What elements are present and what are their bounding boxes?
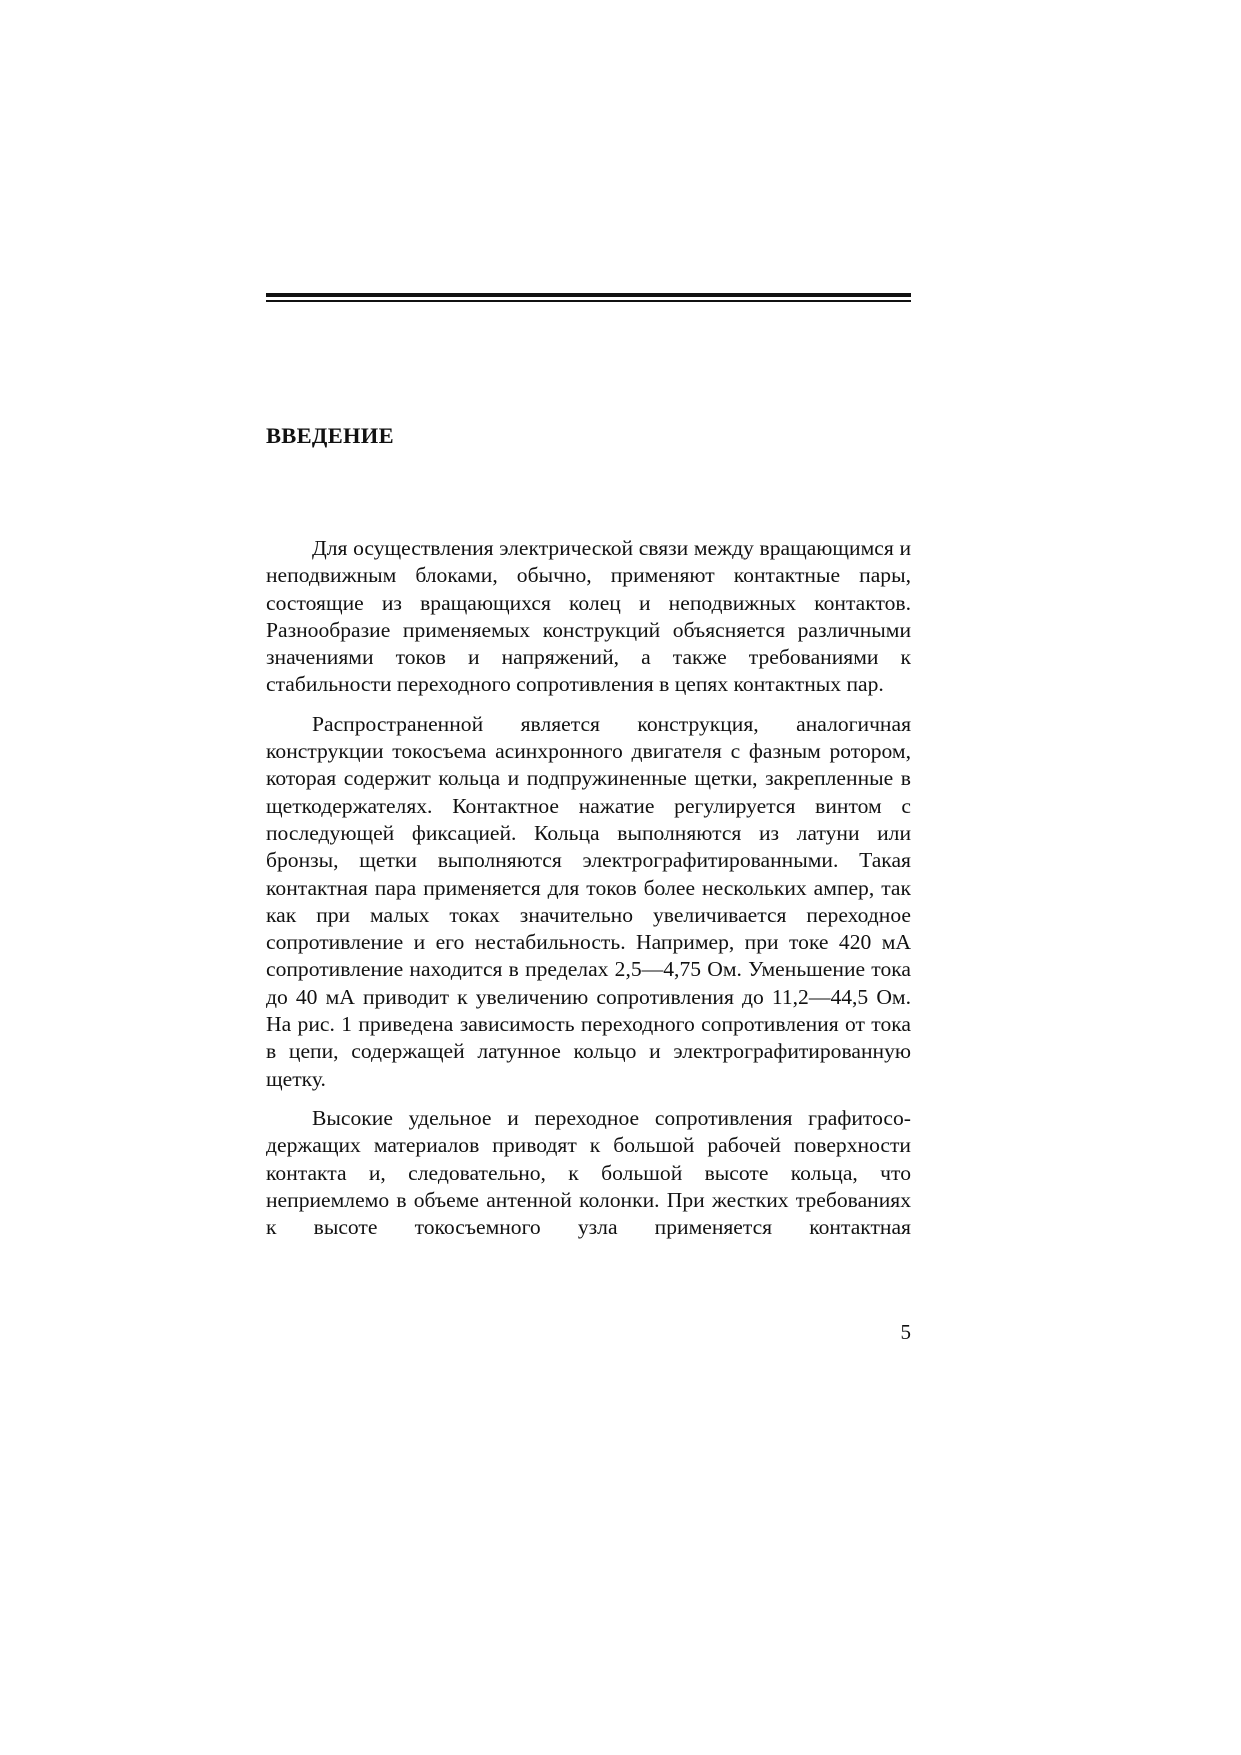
paragraph-1: Для осуществления электрической связи между вращающимся и неподвижным блоками, обычно, применяют контактные пары, состоящие из вращающихся колец и неподвижных контактов. Разнообразие применяемых конструкций объясняется различными значениями токов и напряжений, а также требованиями к стабильности переходного сопротивления в цепях контактных пар. (266, 536, 911, 697)
header-rule-thick (266, 293, 911, 297)
body-text (266, 535, 911, 1253)
paragraph-3: Высокие удельное и переходное сопротивления графитосодержащих материалов приводят к большой рабочей поверхности контакта и, следовательно, к большой высоте кольца, что неприемлемо в объеме антенной колонки. При жестких требованиях к высоте токосъемного узла применяется контактная (266, 1105, 911, 1240)
paragraph-2: Распространенной является конструкция, аналогичная конструкции токосъема асинхронного двигателя с фазным ротором, которая содержит кольца и подпружиненные щетки, закрепленные в щеткодержателях. Контактное нажатие регулируется винтом с последующей фиксацией. Кольца выполняются из латуни или бронзы, щетки выполняются электрографитированными. Такая контактная пара применяется для токов более нескольких ампер, так как при малых токах значительно увеличивается переходное сопротивление и его нестабильность. Например, при токе 420 мА сопротивление находится в пределах 2,5—4,75 Ом. Уменьшение тока до 40 мА приводит к увеличению сопротивления до 11,2—44,5 Ом. На рис. 1 приведена зависимость переходного сопротивления от тока в цепи, содержащей латунное кольцо и электрографитированную щетку. (266, 711, 911, 1091)
chapter-heading: ВВЕДЕНИЕ (266, 423, 394, 448)
header-rule-thin (266, 300, 911, 302)
page-number: 5 (900, 1320, 911, 1344)
